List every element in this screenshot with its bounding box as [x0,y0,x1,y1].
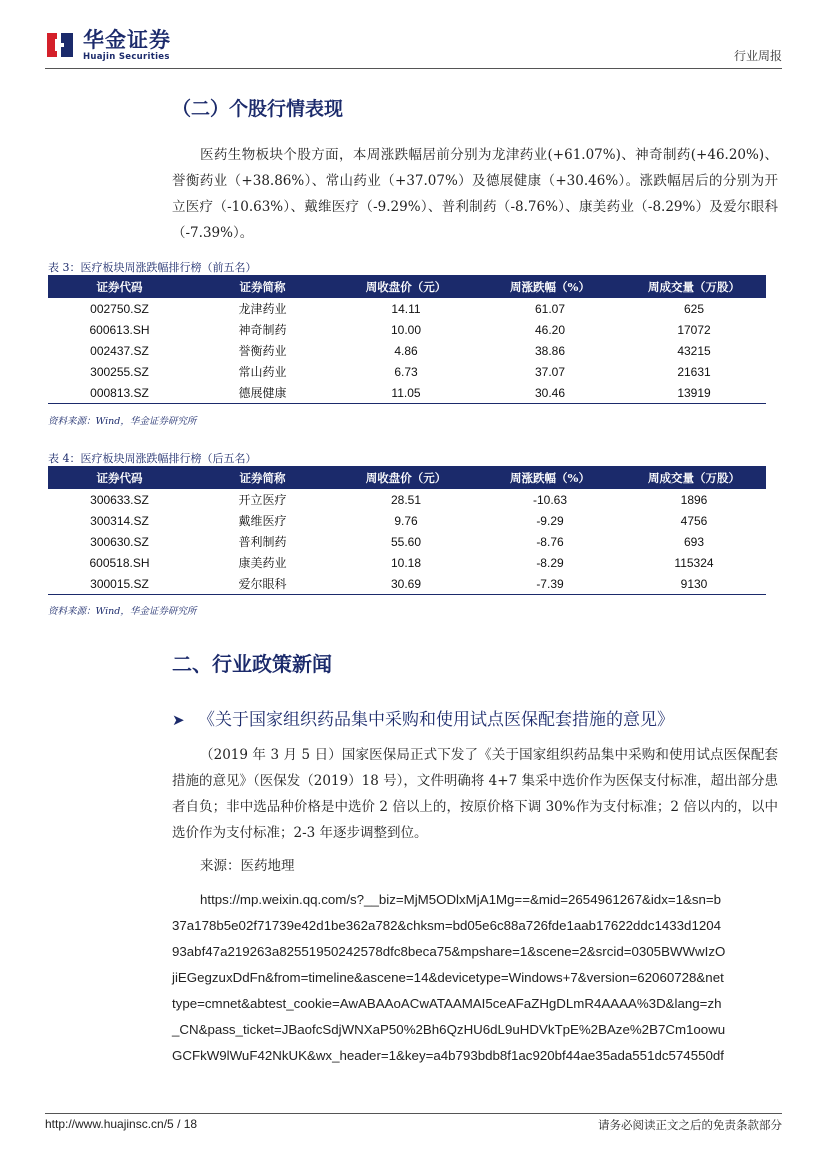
cell-change: -9.29 [536,513,564,528]
cell-code: 600613.SH [89,322,150,337]
cell-name: 常山药业 [238,365,287,379]
cell-volume: 13919 [622,382,766,404]
cell-change: 38.86 [534,343,566,358]
cell-volume: 43215 [677,343,711,358]
cell-code: 002437.SZ [90,343,149,358]
cell-close: 11.05 [334,382,478,404]
table-row [48,298,766,319]
cell-code: 300015.SZ [48,573,191,595]
footer-url-page: http://www.huajinsc.cn/5 / 18 [45,1117,198,1131]
table4-top-losers [48,466,766,595]
cell-code: 000813.SZ [48,382,191,404]
footer-divider [45,1113,782,1114]
report-type-label: 行业周报 [733,49,782,63]
url-line: jiEGegzuxDdFn&from=timeline&ascene=14&devicetype=Windows+7&version=62060728&net [172,970,724,985]
table3-source: 资料来源：Wind，华金证券研究所 [48,416,197,427]
cell-name: 普利制药 [238,535,287,549]
table-row [48,319,766,340]
cell-name: 龙津药业 [238,302,287,316]
table-row [48,552,766,573]
cell-change: 46.20 [534,322,566,337]
cell-close: 28.51 [390,492,422,507]
cell-change: -7.39 [478,573,622,595]
table4-source: 资料来源：Wind，华金证券研究所 [48,606,197,617]
col-header-volume: 周成交量（万股） [622,275,766,298]
news-title-row [172,705,674,730]
news-source-line: 来源：医药地理 [200,858,295,874]
cell-change: 30.46 [478,382,622,404]
col-header-code: 证券代码 [48,466,191,489]
stock-performance-paragraph: 医药生物板块个股方面，本周涨跌幅居前分别为龙津药业(+61.07%)、神奇制药(+46.20%)、誉衡药业（+38.86%）、常山药业（+37.07%）及德展健康（+30.46%）。涨跌幅居后的分别为开立医疗（-10.63%）、戴维医疗（-9.29%）、普利制药（-8.76%）、康美药业（-8.29%）及爱尔眼科（-7.39%）。 [172,147,778,241]
cell-name: 开立医疗 [238,493,287,507]
table-row [48,573,766,595]
url-line: _CN&pass_ticket=JBaofcSdjWNXaP50%2Bh6QzHU6dL9uHDVkTpE%2BAze%2B7Cm1oowu [172,1022,726,1037]
cell-change: -8.29 [536,555,564,570]
cell-code: 300633.SZ [90,492,149,507]
cell-close: 14.11 [391,301,421,316]
logo-text-en: Huajin Securities [83,52,170,62]
section-title-stock-performance: （二）个股行情表现 [172,98,344,120]
cell-volume: 17072 [677,322,711,337]
url-line: type=cmnet&abtest_cookie=AwABAAoACwATAAMAI5ceAFaZHgDLmR4AAAA%3D&lang=zh [172,996,722,1011]
news-title: 《关于国家组织药品集中采购和使用试点医保配套措施的意见》 [198,710,674,730]
cell-close: 30.69 [334,573,478,595]
url-line: 37a178b5e02f71739e42d1be362a782&chksm=bd05e6c88a726fde1aab17622ddc1433d1204 [172,918,722,933]
col-header-change: 周涨跌幅（%） [478,466,622,489]
cell-change: -10.63 [532,492,568,507]
cell-change: -8.76 [536,534,564,549]
cell-name: 誉衡药业 [238,344,287,358]
cell-name: 爱尔眼科 [191,573,334,595]
cell-close: 4.86 [394,343,418,358]
table-header-row [48,466,766,489]
cell-close: 55.60 [390,534,422,549]
cell-name: 神奇制药 [238,323,287,337]
cell-code: 600518.SH [89,555,150,570]
table4-caption: 表 4：医疗板块周涨跌幅排行榜（后五名） [48,452,257,465]
table-row [48,489,766,510]
cell-close: 9.76 [394,513,418,528]
section-title-policy-news: 二、行业政策新闻 [172,652,332,676]
url-line: 93abf47a219263a82551950242578dfc8beca75&mpshare=1&scene=2&srcid=0305BWWwIzO [172,944,726,959]
cell-close: 10.18 [390,555,422,570]
cell-volume: 115324 [674,555,714,570]
table-row [48,340,766,361]
table-row [48,531,766,552]
huajin-logo-icon [45,30,75,60]
col-header-name: 证券简称 [191,275,334,298]
cell-change: 61.07 [534,301,566,316]
cell-change: 37.07 [534,364,566,379]
cell-close: 10.00 [390,322,422,337]
col-header-code: 证券代码 [48,275,191,298]
cell-close: 6.73 [394,364,418,379]
news-body-paragraph: （2019 年 3 月 5 日）国家医保局正式下发了《关于国家组织药品集中采购和使用试点医保配套措施的意见》（医保发（2019）18 号），文件明确将 4+7 集采中选价作为医保支付标准，超出部分患者自负；非中选品种价格是中选价 2 倍以上的，按原价格下调 30%作为支付标准；2 倍以内的，以中选价作为支付标准；2-3 年逐步调整到位。 [172,747,778,841]
cell-code: 300314.SZ [90,513,149,528]
cell-code: 002750.SZ [90,301,149,316]
url-line: GCFkW9lWuF42NkUK&wx_header=1&key=a4b793bdb8f1ac920bf44ae35ada551dc574550df [172,1048,724,1063]
col-header-volume: 周成交量（万股） [622,466,766,489]
cell-volume: 1896 [680,492,708,507]
cell-volume: 625 [683,301,705,316]
cell-code: 300630.SZ [90,534,149,549]
news-url-block [172,887,782,1069]
cell-name: 戴维医疗 [238,514,287,528]
arrow-right-icon: ➤ [172,711,185,729]
cell-code: 300255.SZ [90,364,149,379]
cell-volume: 9130 [622,573,766,595]
cell-name: 德展健康 [191,382,334,404]
table-row [48,510,766,531]
cell-volume: 693 [683,534,705,549]
cell-name: 康美药业 [238,556,287,570]
header-divider [45,68,782,69]
col-header-close: 周收盘价（元） [334,466,478,489]
col-header-change: 周涨跌幅（%） [478,275,622,298]
table3-top-gainers [48,275,766,404]
logo-text-cn: 华金证券 [83,28,171,52]
table-row [48,361,766,382]
col-header-close: 周收盘价（元） [334,275,478,298]
col-header-name: 证券简称 [191,466,334,489]
url-line: https://mp.weixin.qq.com/s?__biz=MjM5ODlxMjA1Mg==&mid=2654961267&idx=1&sn=b [200,892,722,907]
footer-disclaimer: 请务必阅读正文之后的免责条款部分 [598,1118,782,1132]
table-header-row [48,275,766,298]
page-header [45,28,782,68]
cell-volume: 21631 [677,364,711,379]
table-row [48,382,766,404]
cell-volume: 4756 [680,513,708,528]
table3-caption: 表 3：医疗板块周涨跌幅排行榜（前五名） [48,261,257,274]
